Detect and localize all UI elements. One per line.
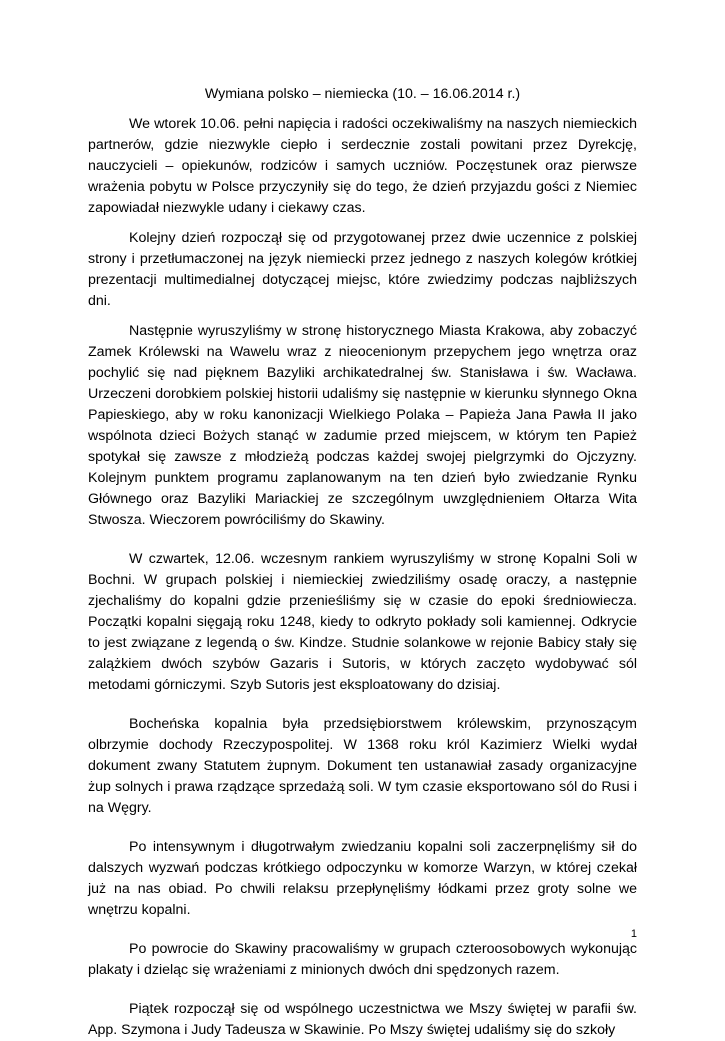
paragraph-royal-mine: Bocheńska kopalnia była przedsiębiorstwem królewskim, przynoszącym olbrzymie dochody Rzeczypospolitej. W 1368 roku król Kazimierz Wielki wydał dokument zwany Statutem żupnym. Dokument ten ustanawiał zasady organizacyjne żup solnych i prawa rządzące sprzedażą soli. W tym czasie eksportowano sól do Rusi i na Węgry. bbox=[88, 716, 637, 816]
paragraph-bochnia: W czwartek, 12.06. wczesnym rankiem wyruszyliśmy w stronę Kopalni Soli w Bochni. W grupach polskiej i niemieckiej zwiedziliśmy osadę oraczy, a następnie zjechaliśmy do kopalni gdzie przenieśliśmy się w czasie do epoki średniowiecza. Początki kopalni sięgają roku 1248, kiedy to odkryto pokłady soli kamiennej. Odkrycie to jest związane z legendą o św. Kindze. Studnie solankowe w rejonie Babicy stały się zalążkiem dwóch szybów Gazaris i Sutoris, w których zaczęto wydobywać sól metodami górniczymi. Szyb Sutoris jest eksploatowany do dzisiaj. bbox=[88, 551, 637, 693]
paragraph-posters: Po powrocie do Skawiny pracowaliśmy w grupach czteroosobowych wykonując plakaty i dzieląc się wrażeniami z minionych dwóch dni spędzonych razem. bbox=[88, 941, 637, 978]
document-title: Wymiana polsko – niemiecka (10. – 16.06.2014 r.) bbox=[204, 86, 521, 102]
paragraph-arrival: We wtorek 10.06. pełni napięcia i radości oczekiwaliśmy na naszych niemieckich partnerów, gdzie niezwykle ciepło i serdecznie zostali powitani przez Dyrekcję, nauczycieli – opiekunów, rodziców i samych uczniów. Poczęstunek oraz pierwsze wrażenia pobytu w Polsce przyczyniły się do tego, że dzień przyjazdu gości z Niemiec zapowiadał niezwykle udany i ciekawy czas. bbox=[88, 116, 637, 216]
paragraph-krakow: Następnie wyruszyliśmy w stronę historycznego Miasta Krakowa, aby zobaczyć Zamek Królewski na Wawelu wraz z nieocenionym przepychem jego wnętrza oraz pochylić się nad pięknem Bazyliki archikatedralnej św. Stanisława i św. Wacława. Urzeczeni dorobkiem polskiej historii udaliśmy się następnie w kierunku słynnego Okna Papieskiego, aby w roku kanonizacji Wielkiego Polaka – Papieża Jana Pawła II jako wspólnota dzieci Bożych stanąć w zadumie przed miejscem, w którym ten Papież spotykał się zawsze z młodzieżą podczas każdej swojej pielgrzymki do Ojczyzny. Kolejnym punktem programu zaplanowanym na ten dzień było zwiedzanie Rynku Głównego oraz Bazyliki Mariackiej ze szczególnym uwzględnieniem Ołtarza Wita Stwosza. Wieczorem powróciliśmy do Skawiny. bbox=[88, 323, 637, 528]
page-number: 1 bbox=[630, 928, 637, 940]
paragraph-presentation: Kolejny dzień rozpoczął się od przygotowanej przez dwie uczennice z polskiej strony i przetłumaczonej na język niemiecki przez jednego z naszych kolegów krótkiej prezentacji multimedialnej dotyczącej miejsc, które zwiedzimy podczas najbliższych dni. bbox=[88, 230, 637, 309]
paragraph-friday: Piątek rozpoczął się od wspólnego uczestnictwa we Mszy świętej w parafii św. App. Szymona i Judy Tadeusza w Skawinie. Po Mszy świętej udaliśmy się do szkoły bbox=[88, 1001, 637, 1038]
document-page bbox=[88, 84, 637, 1041]
paragraph-warzyn: Po intensywnym i długotrwałym zwiedzaniu kopalni soli zaczerpnęliśmy sił do dalszych wyzwań podczas krótkiego odpoczynku w komorze Warzyn, w której czekał już na nas obiad. Po chwili relaksu przepłynęliśmy łódkami przez groty solne we wnętrzu kopalni. bbox=[88, 839, 637, 918]
